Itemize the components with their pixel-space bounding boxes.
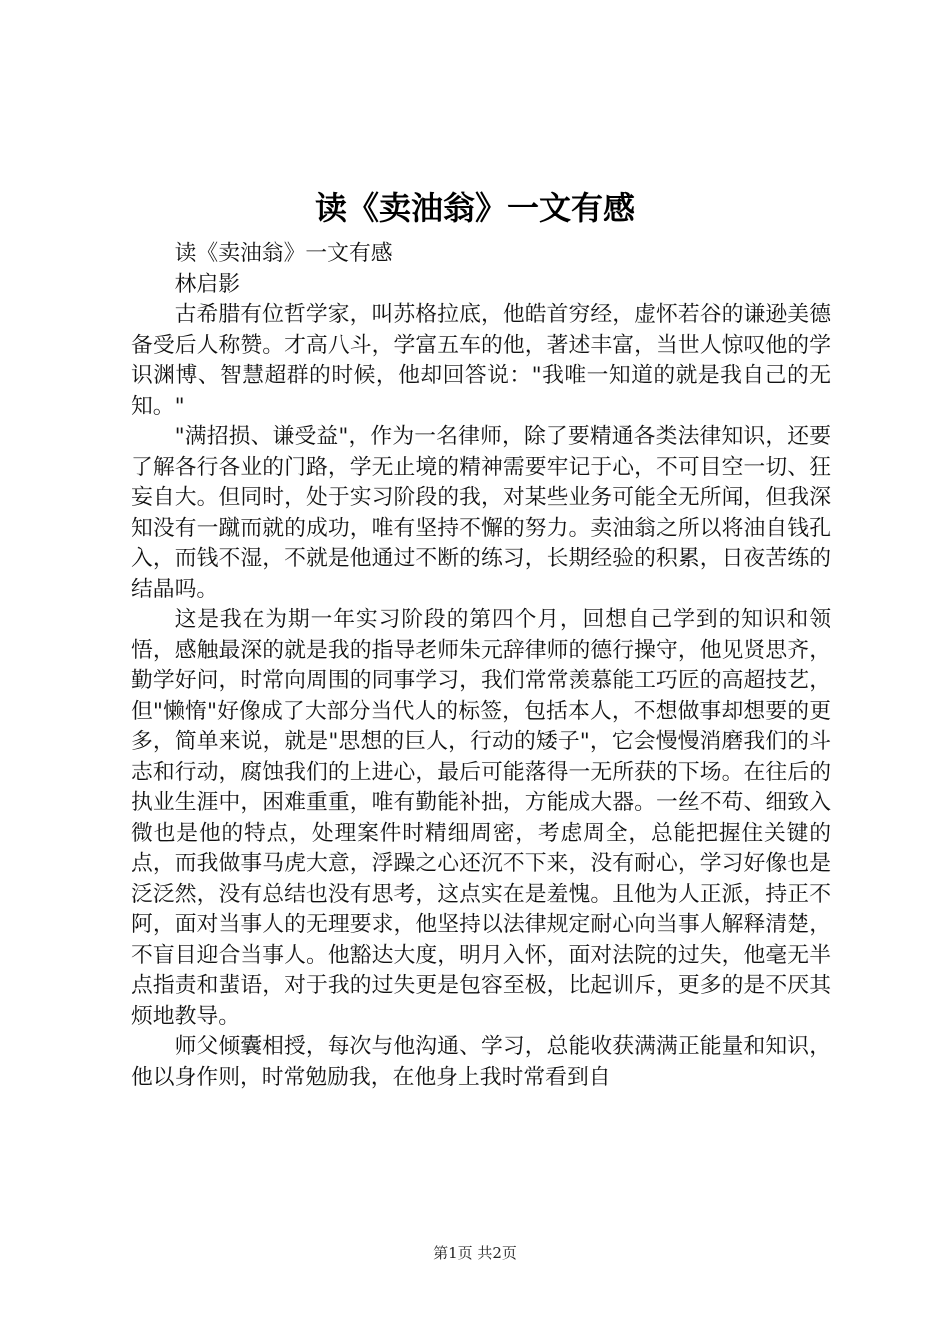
- document-body: [131, 239, 831, 1093]
- page-number-footer: 第1页 共2页: [433, 1244, 517, 1262]
- paragraph: 古希腊有位哲学家，叫苏格拉底，他皓首穷经，虚怀若谷的谦逊美德备受后人称赞。才高八斗，学富五车的他，著述丰富，当世人惊叹他的学识渊博、智慧超群的时候，他却回答说："我唯一知道的就是我自己的无知。": [131, 302, 831, 419]
- author-line: 林启影: [174, 271, 240, 297]
- paragraph: "满招损、谦受益"，作为一名律师，除了要精通各类法律知识，还要了解各行各业的门路，学无止境的精神需要牢记于心，不可目空一切、狂妄自大。但同时，处于实习阶段的我，对某些业务可能全无所闻，但我深知没有一蹴而就的成功，唯有坚持不懈的努力。卖油翁之所以将油自钱孔入，而钱不湿，不就是他通过不断的练习，长期经验的积累，日夜苦练的结晶吗。: [131, 424, 831, 602]
- paragraph: 这是我在为期一年实习阶段的第四个月，回想自己学到的知识和领悟，感触最深的就是我的指导老师朱元辞律师的德行操守，他见贤思齐，勤学好问，时常向周围的同事学习，我们常常羡慕能工巧匠的高超技艺，但"懒惰"好像成了大部分当代人的标签，包括本人，不想做事却想要的更多，简单来说，就是"思想的巨人，行动的矮子"，它会慢慢消磨我们的斗志和行动，腐蚀我们的上进心，最后可能落得一无所获的下场。在往后的执业生涯中，困难重重，唯有勤能补拙，方能成大器。一丝不苟、细致入微也是他的特点，处理案件时精细周密，考虑周全，总能把握住关键的点，而我做事马虎大意，浮躁之心还沉不下来，没有耐心，学习好像也是泛泛然，没有总结也没有思考，这点实在是羞愧。且他为人正派，持正不阿，面对当事人的无理要求，他坚持以法律规定耐心向当事人解释清楚，不盲目迎合当事人。他豁达大度，明月入怀，面对法院的过失，他毫无半点指责和蜚语，对于我的过失更是包容至极，比起训斥，更多的是不厌其烦地教导。: [131, 607, 831, 1029]
- paragraph: 师父倾囊相授，每次与他沟通、学习，总能收获满满正能量和知识，他以身作则，时常勉励我，在他身上我时常看到自: [131, 1034, 831, 1090]
- document-title: 读《卖油翁》一文有感: [314, 189, 635, 227]
- subtitle-line: 读《卖油翁》一文有感: [174, 241, 393, 266]
